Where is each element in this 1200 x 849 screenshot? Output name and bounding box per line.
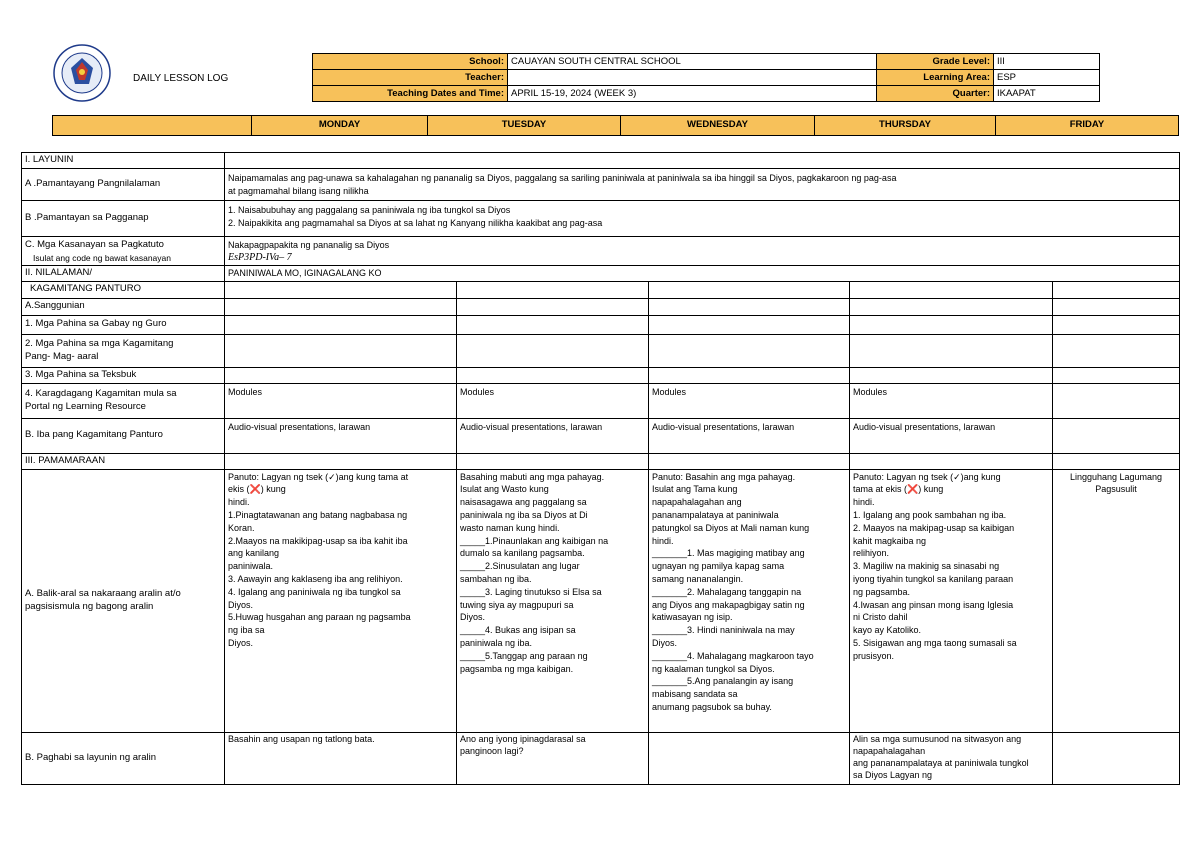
blank-cell <box>1053 281 1180 298</box>
nilalaman-label: II. NILALAMAN/ <box>22 265 225 281</box>
school-label: School: <box>313 54 508 70</box>
balik-aral-tuesday: Basahing mabuti ang mga pahayag. Isulat ang Wasto kung naisasagawa ang paggalang sa paniniwala ng iba sa Diyos at Di wasto naman kung hindi. _____1.Pinaunlakan ang kaibigan na dumalo sa kanilang pagsamba. _____2.Sinusulatan ang lugar sambahan ng iba. _____3. Laging tinutukso si Elsa sa tuwing siya ay magpupuri sa Diyos. _____4. Bukas ang isipan sa paniniwala ng iba. _____5.Tanggap ang paraan ng pagsamba ng mga kaibigan. <box>457 469 649 732</box>
grade-level-label: Grade Level: <box>877 54 994 70</box>
paghabi-wednesday <box>649 732 850 784</box>
blank-cell <box>1053 453 1180 469</box>
pamantayang-pangnilalaman-value: Naipamamalas ang pag-unawa sa kahalagahan ng pananalig sa Diyos, paggalang sa sariling paniniwala at paniniwala sa iba hinggil sa Diyos, pagkakaroon ng pag-asa at pagmamahal bilang isang nilikha <box>225 169 1180 201</box>
balik-aral-label: A. Balik-aral sa nakaraang aralin at/o pagsisismula ng bagong aralin <box>22 469 225 732</box>
blank-cell <box>850 367 1053 383</box>
paghabi-thursday: Alin sa mga sumusunod na sitwasyon ang napapahalagahan ang pananampalataya at paniniwala tungkol sa Diyos Lagyan ng <box>850 732 1053 784</box>
av-monday: Audio-visual presentations, larawan <box>225 418 457 453</box>
paghabi-friday <box>1053 732 1180 784</box>
blank-cell <box>850 334 1053 367</box>
balik-aral-thursday: Panuto: Lagyan ng tsek (✓)ang kung tama at ekis (❌) kung hindi. 1. Igalang ang pook sambahan ng iba. 2. Maayos na makipag-usap sa kaibigan kahit magkaiba ng relihiyon. 3. Magiliw na makinig sa sinasabi ng iyong tiyahin tungkol sa kanilang paraan ng pagsamba. 4.Iwasan ang pinsan mong isang Iglesia ni Cristo dahil kayo ay Katoliko. 5. Sisigawan ang mga taong sumasali sa prusisyon. <box>850 469 1053 732</box>
blank-cell <box>1053 315 1180 334</box>
paghabi-tuesday: Ano ang iyong ipinagdarasal sa panginoon lagi? <box>457 732 649 784</box>
header-info-table <box>312 53 1100 102</box>
blank-cell <box>1053 383 1180 418</box>
karagdagang-kagamitan-label: 4. Karagdagang Kagamitan mula sa Portal ng Learning Resource <box>22 383 225 418</box>
daily-lesson-log-title: DAILY LESSON LOG <box>133 73 229 84</box>
learning-area-label: Learning Area: <box>877 70 994 86</box>
quarter-value: IKAAPAT <box>994 86 1100 102</box>
sanggunian-label: A.Sanggunian <box>22 298 225 315</box>
teaching-dates-value: APRIL 15-19, 2024 (WEEK 3) <box>508 86 877 102</box>
blank-cell <box>850 281 1053 298</box>
blank-cell <box>850 298 1053 315</box>
modules-wednesday: Modules <box>649 383 850 418</box>
school-value: CAUAYAN SOUTH CENTRAL SCHOOL <box>508 54 877 70</box>
blank-cell <box>457 334 649 367</box>
nilalaman-value: PANINIWALA MO, IGINAGALANG KO <box>225 265 1180 281</box>
kagamitang-pang-mag-aaral-label: 2. Mga Pahina sa mga Kagamitang Pang- Mag- aaral <box>22 334 225 367</box>
blank-cell <box>225 334 457 367</box>
day-wednesday: WEDNESDAY <box>621 116 815 136</box>
blank-day-cell <box>53 116 252 136</box>
day-tuesday: TUESDAY <box>428 116 621 136</box>
pamantayan-sa-pagganap-label: B .Pamantayan sa Pagganap <box>22 201 225 237</box>
paghabi-label: B. Paghabi sa layunin ng aralin <box>22 732 225 784</box>
paghabi-monday: Basahin ang usapan ng tatlong bata. <box>225 732 457 784</box>
blank-cell <box>1053 367 1180 383</box>
day-friday: FRIDAY <box>996 116 1179 136</box>
grade-level-value: III <box>994 54 1100 70</box>
blank-cell <box>457 315 649 334</box>
teaching-dates-label: Teaching Dates and Time: <box>313 86 508 102</box>
weekday-header-row <box>52 115 1179 136</box>
av-thursday: Audio-visual presentations, larawan <box>850 418 1053 453</box>
blank-cell <box>457 298 649 315</box>
av-wednesday: Audio-visual presentations, larawan <box>649 418 850 453</box>
balik-aral-friday: Lingguhang Lagumang Pagsusulit <box>1053 469 1180 732</box>
balik-aral-monday: Panuto: Lagyan ng tsek (✓)ang kung tama at ekis (❌) kung hindi. 1.Pinagtatawanan ang batang nagbabasa ng Koran. 2.Maayos na makikipag-usap sa iba kahit iba ang kanilang paniniwala. 3. Aawayin ang kaklaseng iba ang relihiyon. 4. Igalang ang paniniwala ng iba tungkol sa Diyos. 5.Huwag husgahan ang paraan ng pagsamba ng iba sa Diyos. <box>225 469 457 732</box>
blank-cell <box>649 298 850 315</box>
blank-cell <box>1053 298 1180 315</box>
blank-cell <box>457 453 649 469</box>
kagamitang-panturo-label: KAGAMITANG PANTURO <box>22 281 225 298</box>
layunin-blank <box>225 153 1180 169</box>
modules-tuesday: Modules <box>457 383 649 418</box>
blank-cell <box>225 315 457 334</box>
kasanayan-sublabel: Isulat ang code ng bawat kasanayan <box>33 252 171 263</box>
kasanayan-cell <box>22 237 225 266</box>
blank-cell <box>225 453 457 469</box>
deped-seal-logo <box>53 44 111 102</box>
blank-cell <box>1053 418 1180 453</box>
balik-aral-wednesday: Panuto: Basahin ang mga pahayag. Isulat ang Tama kung napapahalagahan ang pananampalataya at paniniwala patungkol sa Diyos at Mali naman kung hindi. _______1. Mas magiging matibay ang ugnayan ng pamilya kapag sama samang nananalangin. _______2. Mahalagang tanggapin na ang Diyos ang makapagbigay satin ng katiwasayan ng isip. _______3. Hindi naniniwala na may Diyos. _______4. Mahalagang magkaroon tayo ng kaalaman tungkol sa Diyos. _______5.Ang panalangin ay isang mabisang sandata sa anumang pagsubok sa buhay. <box>649 469 850 732</box>
blank-cell <box>850 453 1053 469</box>
pamantayan-sa-pagganap-value: 1. Naisabubuhay ang paggalang sa paniniwala ng iba tungkol sa Diyos 2. Naipakikita ang pagmamahal sa Diyos at sa lahat ng Kanyang nilikha kaakibat ang pag-asa <box>225 201 1180 237</box>
kasanayan-code: EsP3PD-IVa– 7 <box>228 251 292 263</box>
av-tuesday: Audio-visual presentations, larawan <box>457 418 649 453</box>
kasanayan-label: C. Mga Kasanayan sa Pagkatuto <box>25 239 164 250</box>
day-monday: MONDAY <box>252 116 428 136</box>
blank-cell <box>457 367 649 383</box>
blank-cell <box>1053 334 1180 367</box>
pamantayang-pangnilalaman-label: A .Pamantayang Pangnilalaman <box>22 169 225 201</box>
teksbuk-label: 3. Mga Pahina sa Teksbuk <box>22 367 225 383</box>
modules-monday: Modules <box>225 383 457 418</box>
kasanayan-value: Nakapagpapakita ng pananalig sa Diyos <box>228 240 390 250</box>
day-thursday: THURSDAY <box>815 116 996 136</box>
pamamaraan-heading: III. PAMAMARAAN <box>22 453 225 469</box>
blank-cell <box>649 367 850 383</box>
learning-area-value: ESP <box>994 70 1100 86</box>
blank-cell <box>649 453 850 469</box>
lesson-table <box>21 152 1180 785</box>
blank-cell <box>225 281 457 298</box>
teacher-value <box>508 70 877 86</box>
modules-thursday: Modules <box>850 383 1053 418</box>
gabay-ng-guro-label: 1. Mga Pahina sa Gabay ng Guro <box>22 315 225 334</box>
blank-cell <box>225 298 457 315</box>
quarter-label: Quarter: <box>877 86 994 102</box>
kasanayan-value-cell <box>225 237 1180 266</box>
blank-cell <box>850 315 1053 334</box>
blank-cell <box>225 367 457 383</box>
blank-cell <box>649 281 850 298</box>
blank-cell <box>649 334 850 367</box>
teacher-label: Teacher: <box>313 70 508 86</box>
iba-pang-kagamitan-label: B. Iba pang Kagamitang Panturo <box>22 418 225 453</box>
blank-cell <box>457 281 649 298</box>
layunin-heading: I. LAYUNIN <box>22 153 225 169</box>
blank-cell <box>649 315 850 334</box>
